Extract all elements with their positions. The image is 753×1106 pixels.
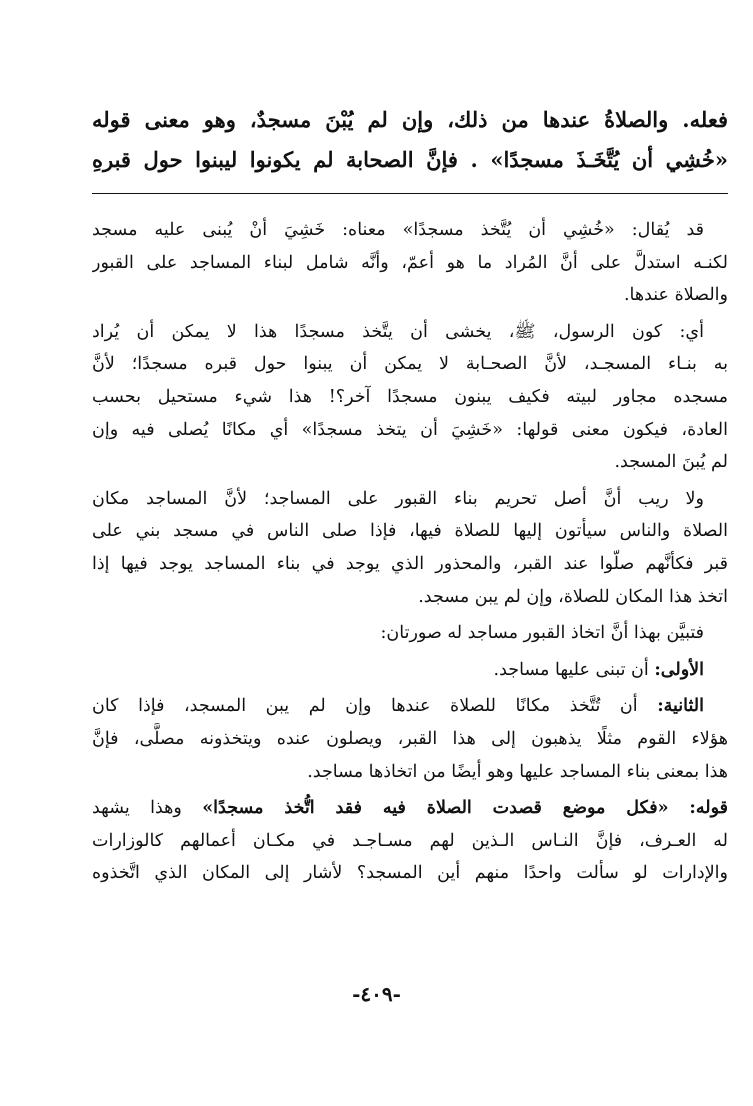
footnote-paragraph xyxy=(92,690,728,788)
footnote-paragraph xyxy=(92,483,728,613)
main-text-line: فعله. والصلاةُ عندها من ذلك، وإن لم يُبْنَ مسجدٌ، وهو معنى قوله xyxy=(92,107,728,132)
footnote-line xyxy=(92,654,728,687)
footnote-line: والإدارات لو سألت واحدًا منهم أين المسجد؟ لأشار إلى المكان الذي اتَّخذوه xyxy=(92,863,728,884)
footnote-paragraph xyxy=(92,654,728,687)
footnote-paragraph xyxy=(92,316,728,479)
footnote-line: هؤلاء القوم مثلًا يذهبون إلى هذا القبر، ويصلون عنده ويتخذونه مصلًّى، فإنَّ xyxy=(92,728,728,749)
footnote-line xyxy=(92,690,728,723)
footnote-paragraph xyxy=(92,617,728,650)
footnote-line: أي: كون الرسول، ﷺ، يخشى أن يتَّخذ مسجدًا هذا لا يمكن أن يُراد xyxy=(92,321,704,342)
footnote-line: ولا ريب أنَّ أصل تحريم بناء القبور على المساجد؛ لأنَّ المساجد مكان xyxy=(92,488,704,509)
footnote-line: لم يُبنَ المسجد. xyxy=(614,452,728,473)
footnote-divider xyxy=(92,193,728,194)
footnote-line: له العـرف، فإنَّ النـاس الـذين لهم مسـاجـد في مكـان أعمالهم كالوزارات xyxy=(92,830,728,851)
footnote-line: اتخذ هذا المكان للصلاة، وإن لم يبن مسجد. xyxy=(418,586,728,607)
footnote-line: مسجده مجاور لبيته فكيف يبنون مسجدًا آخر؟! هذا شيء مستحيل بحسب xyxy=(92,386,728,407)
footnote-line: فتبيَّن بهذا أنَّ اتخاذ القبور مساجد له صورتان: xyxy=(380,623,704,644)
page-number: -٤٠٩- xyxy=(352,982,401,1006)
footnote-line: والصلاة عندها. xyxy=(623,285,728,306)
footnote-line: العادة، فيكون معنى قولها: «خَشِيَ أن يتخذ مسجدًا» أي مكانًا يُصلى فيه وإن xyxy=(92,419,728,440)
footnote-line: به بنـاء المسجـد، لأنَّ الصحـابة لا يمكن أن يبنوا حول قبره مسجدًا؛ لأنَّ xyxy=(92,354,728,375)
main-text xyxy=(92,100,728,180)
footnote-text: أن تُتَّخذ مكانًا للصلاة عندها وإن لم يبن المسجد، فإذا كان xyxy=(92,696,658,717)
footnote-text: أن تبنى عليها مساجد. xyxy=(493,659,655,680)
footnote-paragraph xyxy=(92,214,728,312)
footnote-line: لكنـه استدلَّ على أنَّ المُراد ما هو أعمّ، وأنَّه شامل لبناء المساجد على القبور xyxy=(92,252,728,273)
main-text-line: «خُشِي أن يُتَّخَـذَ مسجدًا» . فإنَّ الصحابة لم يكونوا ليبنوا حول قبرهِ xyxy=(92,147,728,172)
footnote-label: قوله: «فكل موضع قصدت الصلاة فيه فقد اتُّخذ مسجدًا» xyxy=(202,798,728,819)
footnote-paragraph xyxy=(92,792,728,890)
footnote-label: الأولى: xyxy=(654,659,704,680)
footnote-line: هذا بمعنى بناء المساجد عليها وهو أيضًا من اتخاذها مساجد. xyxy=(307,761,728,782)
footnote-label: الثانية: xyxy=(657,696,704,717)
footnote-line: قبر فكأنَّهم صلّوا عند القبر، والمحذور الذي يوجد في بناء المساجد يوجد فيها إذا xyxy=(92,553,728,574)
footnote-text: وهذا يشهد xyxy=(92,798,203,819)
footnote-line xyxy=(92,792,728,825)
footnote-line: الصلاة والناس سيأتون إليها للصلاة فيها، فإذا صلى الناس في مسجد بني على xyxy=(92,521,728,542)
footnotes xyxy=(92,214,728,894)
footnote-line: قد يُقال: «خُشِي أن يُتَّخذ مسجدًا» معناه: خَشِيَ أنْ يُبنى عليه مسجد xyxy=(92,220,704,240)
